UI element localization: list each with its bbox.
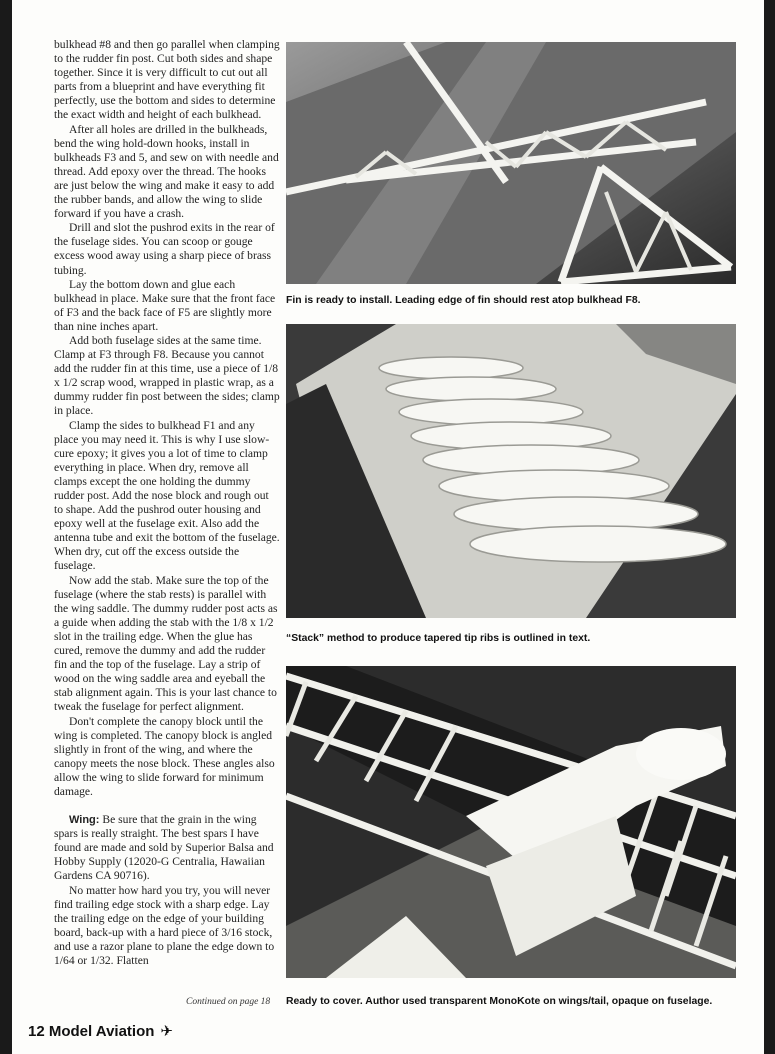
paragraph: Add both fuselage sides at the same time. Clamp at F3 through F8. Because you cannot add the rudder fin at this time, use a piece of 1/8 x 1/2 scrap wood, wrapped in plastic wrap, as a dummy rudder fin post between the sides; clamp in place. [54,333,280,418]
paragraph-wing [54,813,280,883]
continued-note: Continued on page 18 [186,997,271,1007]
page-number-label: 12 Model Aviation [28,1023,155,1040]
paragraph: Drill and slot the pushrod exits in the rear of the fuselage sides. You can scoop or gouge excess wood away using a sharp piece of brass tubing. [54,221,275,277]
paragraph: Now add the stab. Make sure the top of the fuselage (where the stab rests) is parallel with the wing saddle. The dummy rudder post acts as a guide when adding the stab with the 1/8 x 1/2 slot in the trailing edge. When the glue has cured, remove the dummy and add the rudder fin and the top of the fuselage. Lay a strip of wood on the wing saddle area and eyeball the stab alignment again. This is your last chance to tweak the fuselage for perfect alignment. [54,573,278,714]
photo-ready-to-cover [286,666,736,978]
caption-stack: “Stack” method to produce tapered tip ribs is outlined in text. [286,633,591,644]
wing-text: Be sure that the grain in the wing spars is really straight. The best spars I have found are made and sold by Superior Balsa and Hobby Supply (12020-G Centralia, Hawaiian Gardens CA 90716). [54,813,274,883]
page-footer [28,1022,173,1040]
paragraph: No matter how hard you try, you will never find trailing edge stock with a sharp edge. Lay the trailing edge on the edge of your building board, back-up with a hard piece of 3/16 stock, and use a razor plane to plane the edge down to 1/64 or 1/32. Flatten [54,883,275,967]
paragraph: After all holes are drilled in the bulkheads, bend the wing hold-down hooks, install in bulkheads F3 and 5, and sew on with needle and thread. Add epoxy over the thread. The hooks are just below the wing and make it easy to add the rubber bands, and allow the wing to slide forward if you have a crash. [54,122,279,221]
photo-fin [286,42,736,284]
caption-cover: Ready to cover. Author used transparent MonoKote on wings/tail, opaque on fuselage. [286,996,713,1007]
photo-rib-stack [286,324,736,618]
article-column [54,38,280,968]
paragraph: Don't complete the canopy block until the wing is completed. The canopy block is angled slightly in front of the wing, and where the canopy meets the nose block. These angles also allow the wing to slide forward for minimum damage. [54,714,275,798]
airplane-icon: ✈ [160,1023,173,1040]
caption-fin: Fin is ready to install. Leading edge of fin should rest atop bulkhead F8. [286,295,641,306]
paragraph: Lay the bottom down and glue each bulkhead in place. Make sure that the front face of F3 and the back face of F5 are slightly more than nine inches apart. [54,277,276,333]
wing-heading: Wing: [69,814,100,827]
magazine-page [12,0,764,1054]
paragraph: Clamp the sides to bulkhead F1 and any place you may need it. This is why I use slow-cure epoxy; it gives you a lot of time to clamp everything in place. When dry, remove all clamps except the one holding the dummy rudder post. Add the nose block and rough out to shape. Add the pushrod outer housing and epoxy well at the fuselage exit. Also add the antenna tube and exit the bottom of the fuselage. When dry, cut off the excess outside the fuselage. [54,418,280,573]
paragraph: bulkhead #8 and then go parallel when clamping to the rudder fin post. Cut both sides and shape together. Since it is very difficult to cut out all parts from a blueprint and have everything fit perfectly, use the bottom and sides to determine the exact width and height of each bulkhead. [54,38,280,122]
